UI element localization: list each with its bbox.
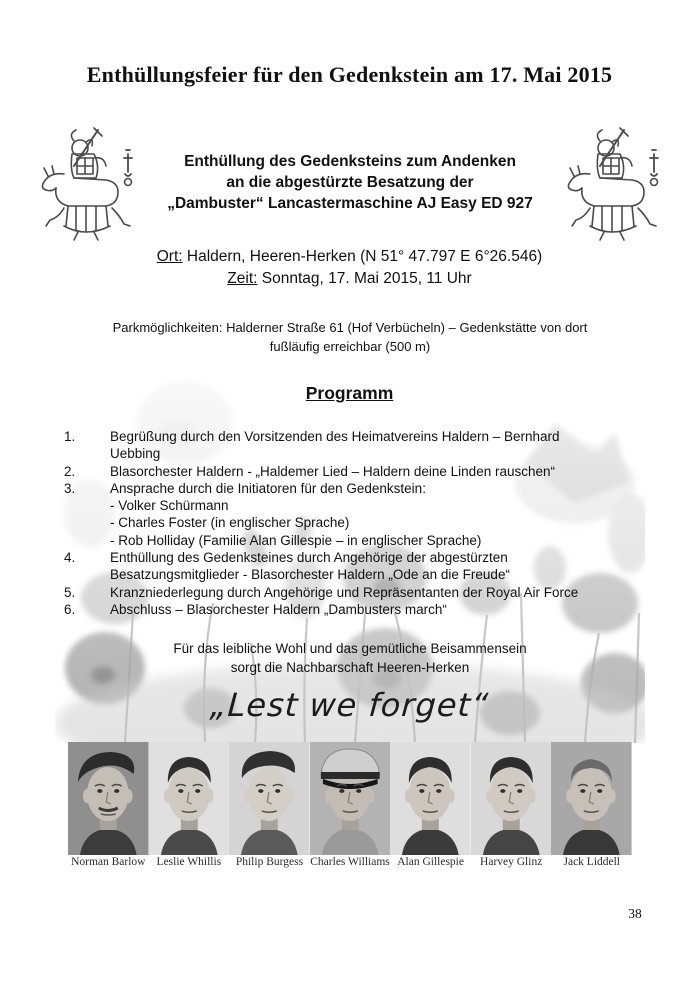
crew-photo bbox=[229, 742, 310, 855]
program-item-number: 2. bbox=[64, 463, 76, 479]
crew-photo bbox=[471, 742, 552, 855]
crew-portrait-photo bbox=[310, 742, 391, 855]
invitation-heading bbox=[100, 151, 600, 214]
parking-note bbox=[60, 318, 640, 356]
invitation-line: an die abgestürzte Besatzung der bbox=[226, 174, 474, 191]
program-item-text: Begrüßung durch den Vorsitzenden des Heimatvereins Haldern – Bernhard Uebbing bbox=[110, 429, 560, 462]
program-item-text: Abschluss – Blasorchester Haldern „Dambusters march“ bbox=[110, 601, 447, 617]
place-value: Haldern, Heeren-Herken (N 51° 47.797 E 6°26.546) bbox=[182, 248, 543, 265]
crew-photo bbox=[149, 742, 230, 855]
crew-name: Leslie Whillis bbox=[156, 856, 222, 868]
crew-name: Harvey Glinz bbox=[480, 856, 543, 868]
time-value: Sonntag, 17. Mai 2015, 11 Uhr bbox=[257, 270, 472, 287]
program-item-text: Kranzniederlegung durch Angehörige und Repräsentanten der Royal Air Force bbox=[110, 584, 579, 600]
invitation-line: „Dambuster“ Lancastermaschine AJ Easy ED 927 bbox=[167, 195, 533, 212]
crew-name: Alan Gillespie bbox=[397, 856, 464, 868]
page-title: Enthüllungsfeier für den Gedenkstein am 17. Mai 2015 bbox=[86, 62, 613, 87]
hospitality-line: sorgt die Nachbarschaft Heeren-Herken bbox=[230, 660, 470, 675]
program-item bbox=[64, 463, 654, 480]
hospitality-line: Für das leibliche Wohl und das gemütliche Beisammensein bbox=[173, 641, 527, 656]
place-line bbox=[0, 246, 699, 268]
program-item-number: 5. bbox=[64, 584, 76, 600]
program-item bbox=[64, 584, 654, 601]
crew-portrait-photo bbox=[68, 742, 149, 855]
crew-portrait-photo bbox=[149, 742, 230, 855]
crew-photo bbox=[390, 742, 471, 855]
parking-line: Parkmöglichkeiten: Halderner Straße 61 (Hof Verbücheln) – Gedenkstätte von dort bbox=[112, 320, 588, 335]
crew-photo-strip bbox=[68, 742, 632, 855]
parking-line: fußläufig erreichbar (500 m) bbox=[269, 339, 431, 354]
program-item-text: Enthüllung des Gedenksteines durch Angehörige der abgestürzten Besatzungsmitglieder - Blasorchester Haldern „Ode an die Freude“ bbox=[110, 550, 510, 583]
crew-name: Philip Burgess bbox=[235, 856, 304, 868]
place-label: Ort: bbox=[156, 248, 183, 265]
program-heading: Programm bbox=[305, 383, 394, 403]
program-item-number: 4. bbox=[64, 550, 76, 566]
program-item bbox=[64, 601, 654, 618]
crew-photo bbox=[551, 742, 632, 855]
page-number: 38 bbox=[628, 906, 642, 921]
program-item-number: 1. bbox=[64, 429, 76, 444]
crew-names-row bbox=[68, 856, 632, 868]
program-list bbox=[64, 428, 654, 618]
program-item bbox=[64, 480, 654, 549]
program-item bbox=[64, 428, 654, 463]
crew-name: Jack Liddell bbox=[563, 856, 621, 868]
crew-photo bbox=[68, 742, 149, 855]
crew-name: Norman Barlow bbox=[71, 856, 146, 868]
hospitality-note bbox=[100, 639, 600, 677]
program-item-text: Ansprache durch die Initiatoren für den Gedenkstein: - Volker Schürmann - Charles Foster (in englischer Sprache) - Rob Holliday (Familie Alan Gillespie – in englischer Sprache) bbox=[110, 480, 482, 548]
program-item-number: 6. bbox=[64, 601, 76, 617]
crew-portrait-photo bbox=[229, 742, 310, 855]
crew-portrait-photo bbox=[471, 742, 552, 855]
crew-portrait-photo bbox=[551, 742, 632, 855]
crew-photo bbox=[310, 742, 391, 855]
program-item-text: Blasorchester Haldern - „Haldemer Lied – Haldern deine Linden rauschen“ bbox=[110, 463, 555, 479]
crew-name: Charles Williams bbox=[310, 856, 390, 868]
program-item-number: 3. bbox=[64, 480, 76, 496]
time-line bbox=[0, 268, 699, 290]
program-item bbox=[64, 549, 654, 584]
motto-lest-we-forget: „Lest we forget“ bbox=[208, 686, 491, 724]
invitation-line: Enthüllung des Gedenksteins zum Andenken bbox=[184, 153, 516, 170]
time-label: Zeit: bbox=[227, 270, 258, 287]
crew-portrait-photo bbox=[390, 742, 471, 855]
place-time-block bbox=[0, 246, 699, 290]
